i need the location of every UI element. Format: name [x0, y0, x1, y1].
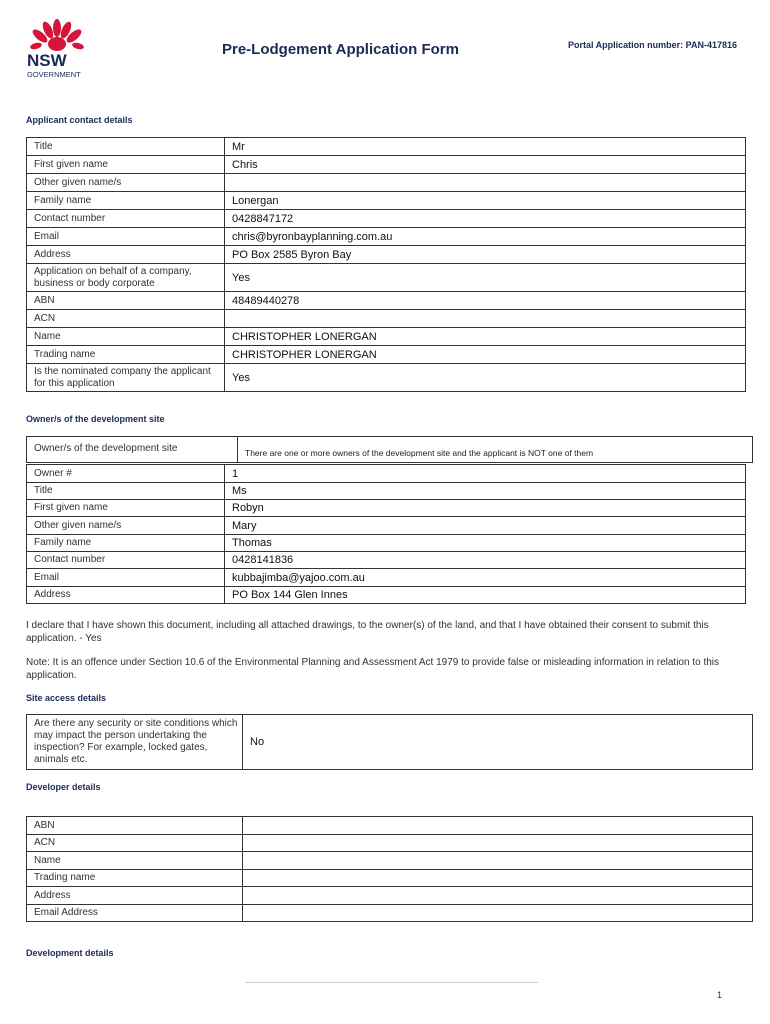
- applicant-label: Application on behalf of a company, business or body corporate: [27, 264, 225, 292]
- site-access-section-heading: Site access details: [26, 693, 107, 703]
- applicant-label: Name: [27, 328, 225, 346]
- applicant-value: chris@byronbayplanning.com.au: [225, 228, 746, 246]
- developer-value: [243, 905, 753, 922]
- site-access-question: Are there any security or site conditions which may impact the person undertaking the inspection? For example, locked gates, animals etc.: [27, 715, 243, 770]
- developer-row: [27, 870, 753, 887]
- offence-note: Note: It is an offence under Section 10.6 of the Environmental Planning and Assessment Act 1979 to provide false or misleading information in relation to this application.: [26, 657, 720, 681]
- applicant-row: [27, 264, 746, 292]
- applicant-value: CHRISTOPHER LONERGAN: [225, 346, 746, 364]
- applicant-row: [27, 192, 746, 210]
- owner-label: Contact number: [27, 552, 225, 569]
- owner-row: [27, 465, 746, 483]
- portal-application-number: Portal Application number: PAN-417816: [568, 40, 738, 50]
- owner-row: [27, 587, 746, 604]
- owner-label: Other given name/s: [27, 517, 225, 535]
- applicant-value: Yes: [225, 264, 746, 292]
- applicant-row: [27, 346, 746, 364]
- applicant-row: [27, 364, 746, 392]
- applicant-label: Is the nominated company the applicant for this application: [27, 364, 225, 392]
- developer-label: Address: [27, 887, 243, 905]
- owner-row: [27, 500, 746, 517]
- applicant-value: 0428847172: [225, 210, 746, 228]
- developer-label: Name: [27, 852, 243, 870]
- applicant-row: [27, 138, 746, 156]
- developer-value: [243, 817, 753, 835]
- applicant-label: ABN: [27, 292, 225, 310]
- applicant-row: [27, 210, 746, 228]
- owner-value: 1: [225, 465, 746, 483]
- nsw-government-logo: [22, 14, 92, 84]
- applicant-row: [27, 174, 746, 192]
- applicant-value: Mr: [225, 138, 746, 156]
- owner-row: [27, 569, 746, 587]
- applicant-label: Other given name/s: [27, 174, 225, 192]
- owner-label: Title: [27, 483, 225, 500]
- owner-row: [27, 552, 746, 569]
- development-section-heading: Development details: [26, 948, 114, 958]
- owner-row: [27, 483, 746, 500]
- applicant-label: Family name: [27, 192, 225, 210]
- owner-consent-declaration: I declare that I have shown this document, including all attached drawings, to the owner(s) of the land, and that I have obtained their consent to submit this application. - Yes: [26, 620, 709, 644]
- owner-label: Owner #: [27, 465, 225, 483]
- applicant-row: [27, 310, 746, 328]
- applicant-row: [27, 328, 746, 346]
- applicant-section-heading: Applicant contact details: [26, 115, 133, 125]
- applicant-label: ACN: [27, 310, 225, 328]
- logo-subtext: GOVERNMENT: [27, 70, 81, 79]
- developer-row: [27, 905, 753, 922]
- site-access-answer: No: [243, 715, 753, 770]
- applicant-label: First given name: [27, 156, 225, 174]
- applicant-row: [27, 246, 746, 264]
- logo-text: NSW: [27, 51, 67, 70]
- developer-label: Email Address: [27, 905, 243, 922]
- owner-value: Robyn: [225, 500, 746, 517]
- owners-summary-table: [26, 436, 753, 463]
- applicant-contact-table: [26, 137, 746, 392]
- developer-section-heading: Developer details: [26, 782, 101, 792]
- applicant-value: Yes: [225, 364, 746, 392]
- footer-divider: [245, 982, 538, 983]
- developer-label: ABN: [27, 817, 243, 835]
- developer-row: [27, 887, 753, 905]
- developer-value: [243, 835, 753, 852]
- owners-summary-label: Owner/s of the development site: [27, 437, 238, 463]
- owner-row: [27, 535, 746, 552]
- owner-value: kubbajimba@yajoo.com.au: [225, 569, 746, 587]
- applicant-value: Chris: [225, 156, 746, 174]
- applicant-value: 48489440278: [225, 292, 746, 310]
- applicant-row: [27, 292, 746, 310]
- developer-value: [243, 852, 753, 870]
- applicant-value: PO Box 2585 Byron Bay: [225, 246, 746, 264]
- applicant-label: Trading name: [27, 346, 225, 364]
- form-title: Pre-Lodgement Application Form: [222, 41, 459, 58]
- applicant-label: Email: [27, 228, 225, 246]
- site-access-table: [26, 714, 753, 770]
- owners-summary-value: There are one or more owners of the development site and the applicant is NOT one of them: [238, 437, 753, 463]
- owners-section-heading: Owner/s of the development site: [26, 414, 165, 424]
- owner-label: First given name: [27, 500, 225, 517]
- owner-row: [27, 517, 746, 535]
- applicant-value: Lonergan: [225, 192, 746, 210]
- developer-details-table: [26, 816, 753, 922]
- developer-row: [27, 835, 753, 852]
- applicant-label: Address: [27, 246, 225, 264]
- developer-row: [27, 817, 753, 835]
- developer-row: [27, 852, 753, 870]
- owner-label: Family name: [27, 535, 225, 552]
- owner-value: 0428141836: [225, 552, 746, 569]
- developer-label: ACN: [27, 835, 243, 852]
- owner-value: Ms: [225, 483, 746, 500]
- waratah-flower-icon: [29, 19, 84, 51]
- owner-value: PO Box 144 Glen Innes: [225, 587, 746, 604]
- developer-label: Trading name: [27, 870, 243, 887]
- page-number: 1: [717, 990, 723, 1000]
- applicant-row: [27, 228, 746, 246]
- developer-value: [243, 870, 753, 887]
- owner-label: Address: [27, 587, 225, 604]
- applicant-value: CHRISTOPHER LONERGAN: [225, 328, 746, 346]
- owner-details-table: [26, 464, 746, 604]
- owner-value: Mary: [225, 517, 746, 535]
- applicant-value: [225, 310, 746, 328]
- applicant-row: [27, 156, 746, 174]
- applicant-value: [225, 174, 746, 192]
- owner-label: Email: [27, 569, 225, 587]
- applicant-label: Title: [27, 138, 225, 156]
- developer-value: [243, 887, 753, 905]
- owner-value: Thomas: [225, 535, 746, 552]
- applicant-label: Contact number: [27, 210, 225, 228]
